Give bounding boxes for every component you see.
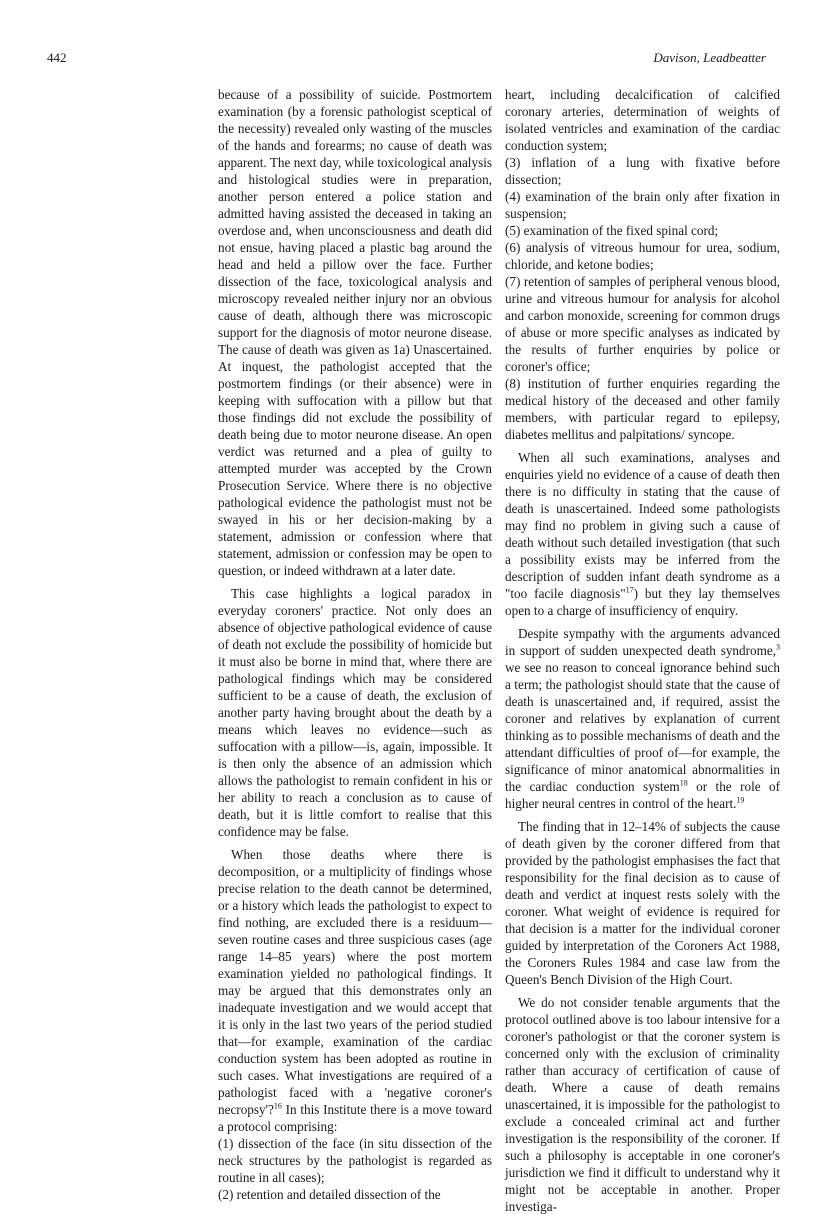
protocol-item: (2) retention and detailed dissection of the (218, 1187, 441, 1202)
protocol-item: heart, including decalcification of calcified coronary arteries, determination of weights of isolated ventricles and examination of the cardiac conduction system; (505, 87, 780, 153)
paragraph (218, 846, 492, 1135)
text-span: When all such examinations, analyses and enquiries yield no evidence of a cause of death then there is no difficulty in stating that the cause of death is unascertained. Indeed some pathologists may find no problem in giving such a cause of death without such detailed investigation (that such a possibility exists may be inferred from the description of sudden infant death syndrome as a "too facile diagnosis" (505, 450, 780, 601)
text-span: we see no reason to conceal ignorance behind such a term; the pathologist should state that the cause of death is unascertained and, if required, assist the coroner and relatives by explanation of current thinking as to possible mechanisms of death and the attendant difficulties of proof of—for example, the significance of minor anatomical abnormalities in the cardiac conduction system (505, 660, 780, 794)
protocol-item: (6) analysis of vitreous humour for urea, sodium, chloride, and ketone bodies; (505, 240, 780, 272)
right-column (505, 86, 780, 1215)
text-span: In this Institute there is a move toward a protocol comprising: (218, 1102, 492, 1134)
protocol-item: (4) examination of the brain only after fixation in suspension; (505, 189, 780, 221)
paragraph: because of a possibility of suicide. Postmortem examination (by a forensic pathologist sceptical of the necessity) revealed only wasting of the muscles of the hands and forearms; no cause of death was apparent. The next day, while toxicological analysis and histological studies were in preparation, another person entered a police station and admitted having assisted the deceased in taking an overdose and, when unconsciousness and death did not ensue, having placed a plastic bag around the head and held a pillow over the face. Further dissection of the face, toxicological analysis and microscopy revealed neither injury nor an obvious cause of death, although there was microscopic support for the diagnosis of motor neurone disease. The cause of death was given as 1a) Unascertained. At inquest, the pathologist accepted that the postmortem findings (or their absence) were in keeping with suffocation with a pillow but that those findings did not exclude the possibility of death being due to motor neurone disease. An open verdict was returned and a plea of guilty to attempted murder was accepted by the Crown Prosecution Service. Where there is no objective pathological evidence the pathologist must not be swayed in his or her decision-making by a statement, admission or confession where that statement, admission or confession may be open to question, or indeed withdrawn at a later date. (218, 87, 492, 578)
reference-superscript: 3 (776, 642, 780, 652)
protocol-item: (5) examination of the fixed spinal cord; (505, 223, 719, 238)
running-head: Davison, Leadbeatter (653, 50, 766, 65)
protocol-item: (1) dissection of the face (in situ dissection of the neck structures by the pathologist is regarded as routine in all cases); (218, 1136, 492, 1185)
paragraph (505, 625, 780, 812)
paragraph (505, 449, 780, 619)
page-number: 442 (47, 50, 67, 65)
text-span: ) but they lay themselves open to a charge of insufficiency of enquiry. (505, 586, 780, 618)
reference-superscript: 17 (625, 585, 634, 595)
reference-superscript: 16 (273, 1101, 282, 1111)
reference-superscript: 18 (679, 778, 688, 788)
protocol-item: (7) retention of samples of peripheral venous blood, urine and vitreous humour for analysis for alcohol and carbon monoxide, screening for common drugs of abuse or more specific analyses as indicated by the results of further enquiries by police or coroner's office; (505, 274, 780, 374)
reference-superscript: 19 (736, 795, 745, 805)
paragraph: The finding that in 12–14% of subjects the cause of death given by the coroner differed from that provided by the pathologist emphasises the fact that responsibility for the final decision as to cause of death and verdict at inquest rests solely with the coroner. What weight of evidence is required for that decision is a matter for the individual coroner guided by interpretation of the Coroners Act 1988, the Coroners Rules 1984 and case law from the Queen's Bench Division of the High Court. (505, 819, 780, 987)
paragraph: This case highlights a logical paradox in everyday coroners' practice. Not only does an absence of objective pathological evidence of cause of death not exclude the possibility of homicide but it must also be borne in mind that, where there are pathological findings which may be considered sufficient to be a cause of death, the exclusion of another party having brought about the death by a means which leaves no evidence—such as suffocation with a pillow—is, again, impossible. It is then only the absence of an admission which allows the pathologist to remain confident in his or her ability to reach a conclusion as to cause of death, but it is little comfort to realise that this confidence may be false. (218, 586, 492, 839)
text-span: When those deaths where there is decomposition, or a multiplicity of findings whose precise relation to the death cannot be determined, or a history which leads the pathologist to expect to find nothing, are excluded there is a residuum—seven routine cases and three suspicious cases (age range 14–85 years) where the post mortem examination yielded no pathological findings. It may be argued that this demonstrates only an inadequate investigation and we would accept that it is only in the last two years of the period studied that—for example, examination of the cardiac conduction system has been adopted as routine in such cases. What investigations are required of a pathologist faced with a 'negative coroner's necropsy'? (218, 847, 492, 1117)
protocol-item: (3) inflation of a lung with fixative before dissection; (505, 155, 780, 187)
text-span: Despite sympathy with the arguments advanced in support of sudden unexpected death syndrome, (505, 626, 780, 658)
text-span: or the role of higher neural centres in control of the heart. (505, 779, 781, 811)
protocol-item: (8) institution of further enquiries regarding the medical history of the deceased and other family members, with particular regard to epilepsy, diabetes mellitus and palpitations/ syncope. (505, 376, 780, 442)
left-column (218, 86, 492, 1203)
paragraph: We do not consider tenable arguments that the protocol outlined above is too labour intensive for a coroner's pathologist or that the coroner system is concerned only with the exclusion of criminality rather than accuracy of certification of cause of death. Where a cause of death remains unascertained, it is impossible for the pathologist to exclude a concealed criminal act and further investigation is the responsibility of the coroner. If such a philosophy is acceptable in one coroner's jurisdiction we find it difficult to understand why it might not be acceptable in another. Proper investiga- (505, 995, 780, 1214)
